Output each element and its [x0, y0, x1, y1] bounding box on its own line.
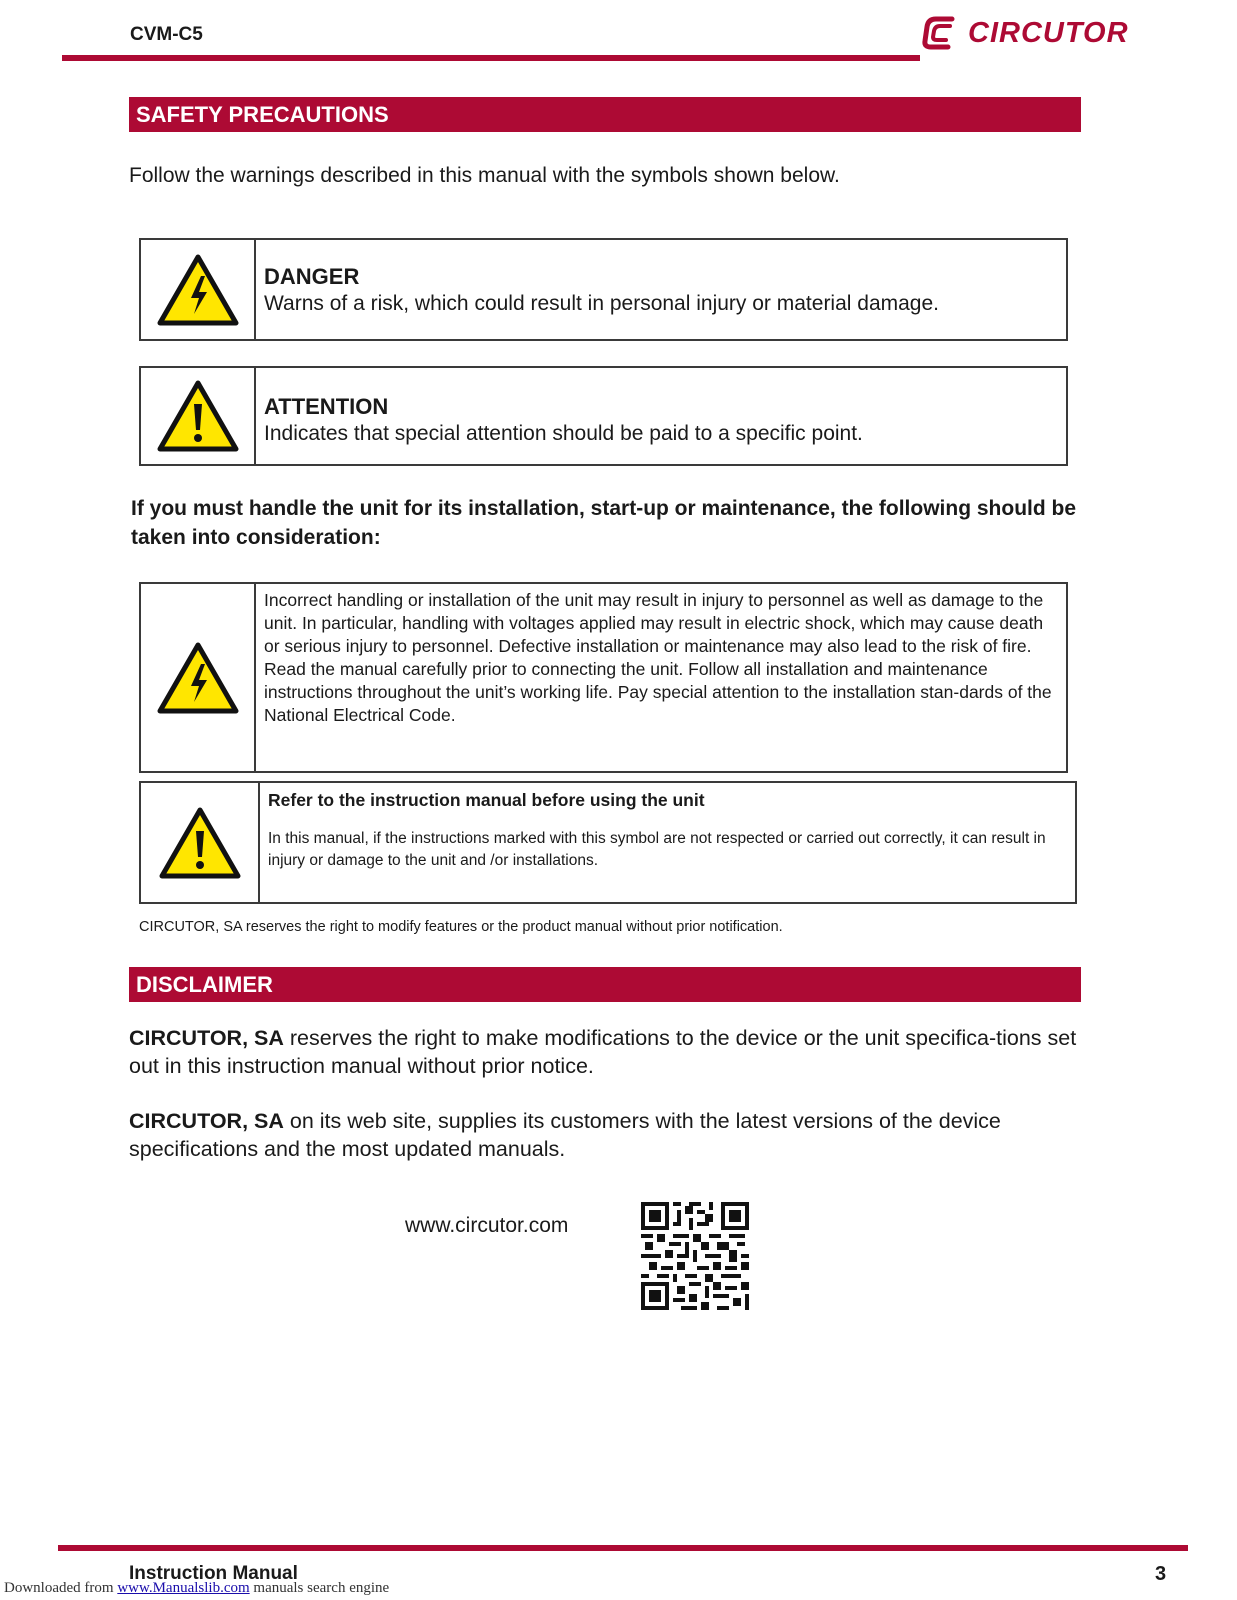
company-name: CIRCUTOR, SA [129, 1109, 284, 1133]
safety-intro: Follow the warnings described in this manual with the symbols shown below. [129, 164, 840, 187]
footer-rule [58, 1545, 1188, 1551]
exclamation-warning-icon [159, 807, 241, 879]
document-model: CVM-C5 [130, 24, 203, 45]
danger-symbol-box [139, 238, 1068, 341]
danger-description: Warns of a risk, which could result in personal injury or material damage. [264, 292, 940, 315]
reserve-note: CIRCUTOR, SA reserves the right to modify features or the product manual without prior notification. [139, 919, 783, 935]
brand-logo [922, 10, 1134, 56]
refer-title: Refer to the instruction manual before using the unit [268, 790, 705, 810]
manualslib-link[interactable]: www.Manualslib.com [117, 1580, 250, 1596]
download-prefix: Downloaded from [4, 1580, 118, 1596]
disclaimer-paragraph-2 [129, 1107, 1084, 1163]
header-rule [62, 55, 920, 61]
download-suffix: manuals search engine [249, 1580, 390, 1596]
company-name: CIRCUTOR, SA [129, 1026, 284, 1050]
electric-hazard-icon [157, 642, 239, 714]
danger-icon-cell [141, 240, 256, 339]
download-note [4, 1580, 389, 1597]
footer-title: Instruction Manual [129, 1563, 298, 1584]
page-number: 3 [1155, 1563, 1167, 1585]
refer-manual-box [139, 781, 1077, 904]
disclaimer-paragraph-1 [129, 1024, 1084, 1080]
danger-title: DANGER [264, 264, 360, 289]
attention-icon-cell [141, 368, 256, 464]
handling-paragraph-2: Read the manual carefully prior to connecting the unit. Follow all installation and maintenance instructions throughout the unit’s working life. Pay special attention to the installation stan-dards of the National Electrical Code. [264, 659, 1052, 725]
qr-code-icon[interactable] [641, 1202, 749, 1310]
handling-warning-box [139, 582, 1068, 773]
exclamation-warning-icon [157, 380, 239, 452]
section-heading-disclaimer: DISCLAIMER [129, 967, 1081, 1002]
brand-name: CIRCUTOR [968, 16, 1129, 49]
electric-hazard-icon [157, 254, 239, 326]
disclaimer-text-2: on its web site, supplies its customers with the latest versions of the device specifications and the most updated manuals. [129, 1109, 1001, 1161]
consideration-heading: If you must handle the unit for its installation, start-up or maintenance, the following should be taken into consideration: [131, 497, 1077, 549]
circutor-logo-icon [922, 13, 962, 53]
section-heading-safety: SAFETY PRECAUTIONS [129, 97, 1081, 132]
attention-symbol-box [139, 366, 1068, 466]
handling-paragraph-1: Incorrect handling or installation of the unit may result in injury to personnel as well as damage to the unit. In particular, handling with voltages applied may result in electric shock, which may cause death or serious injury to personnel. Defective installation or maintenance may also lead to the risk of fire. [264, 590, 1044, 656]
disclaimer-text-1: reserves the right to make modifications to the device or the unit specifica-tions set out in this instruction manual without prior notice. [129, 1026, 1077, 1078]
refer-icon-cell [141, 783, 260, 902]
handling-icon-cell [141, 584, 256, 771]
attention-description: Indicates that special attention should be paid to a specific point. [264, 422, 863, 445]
website-link[interactable]: www.circutor.com [405, 1214, 569, 1237]
attention-title: ATTENTION [264, 394, 389, 419]
refer-description: In this manual, if the instructions marked with this symbol are not respected or carried out correctly, it can result in injury or damage to the unit and /or installations. [268, 830, 1046, 869]
